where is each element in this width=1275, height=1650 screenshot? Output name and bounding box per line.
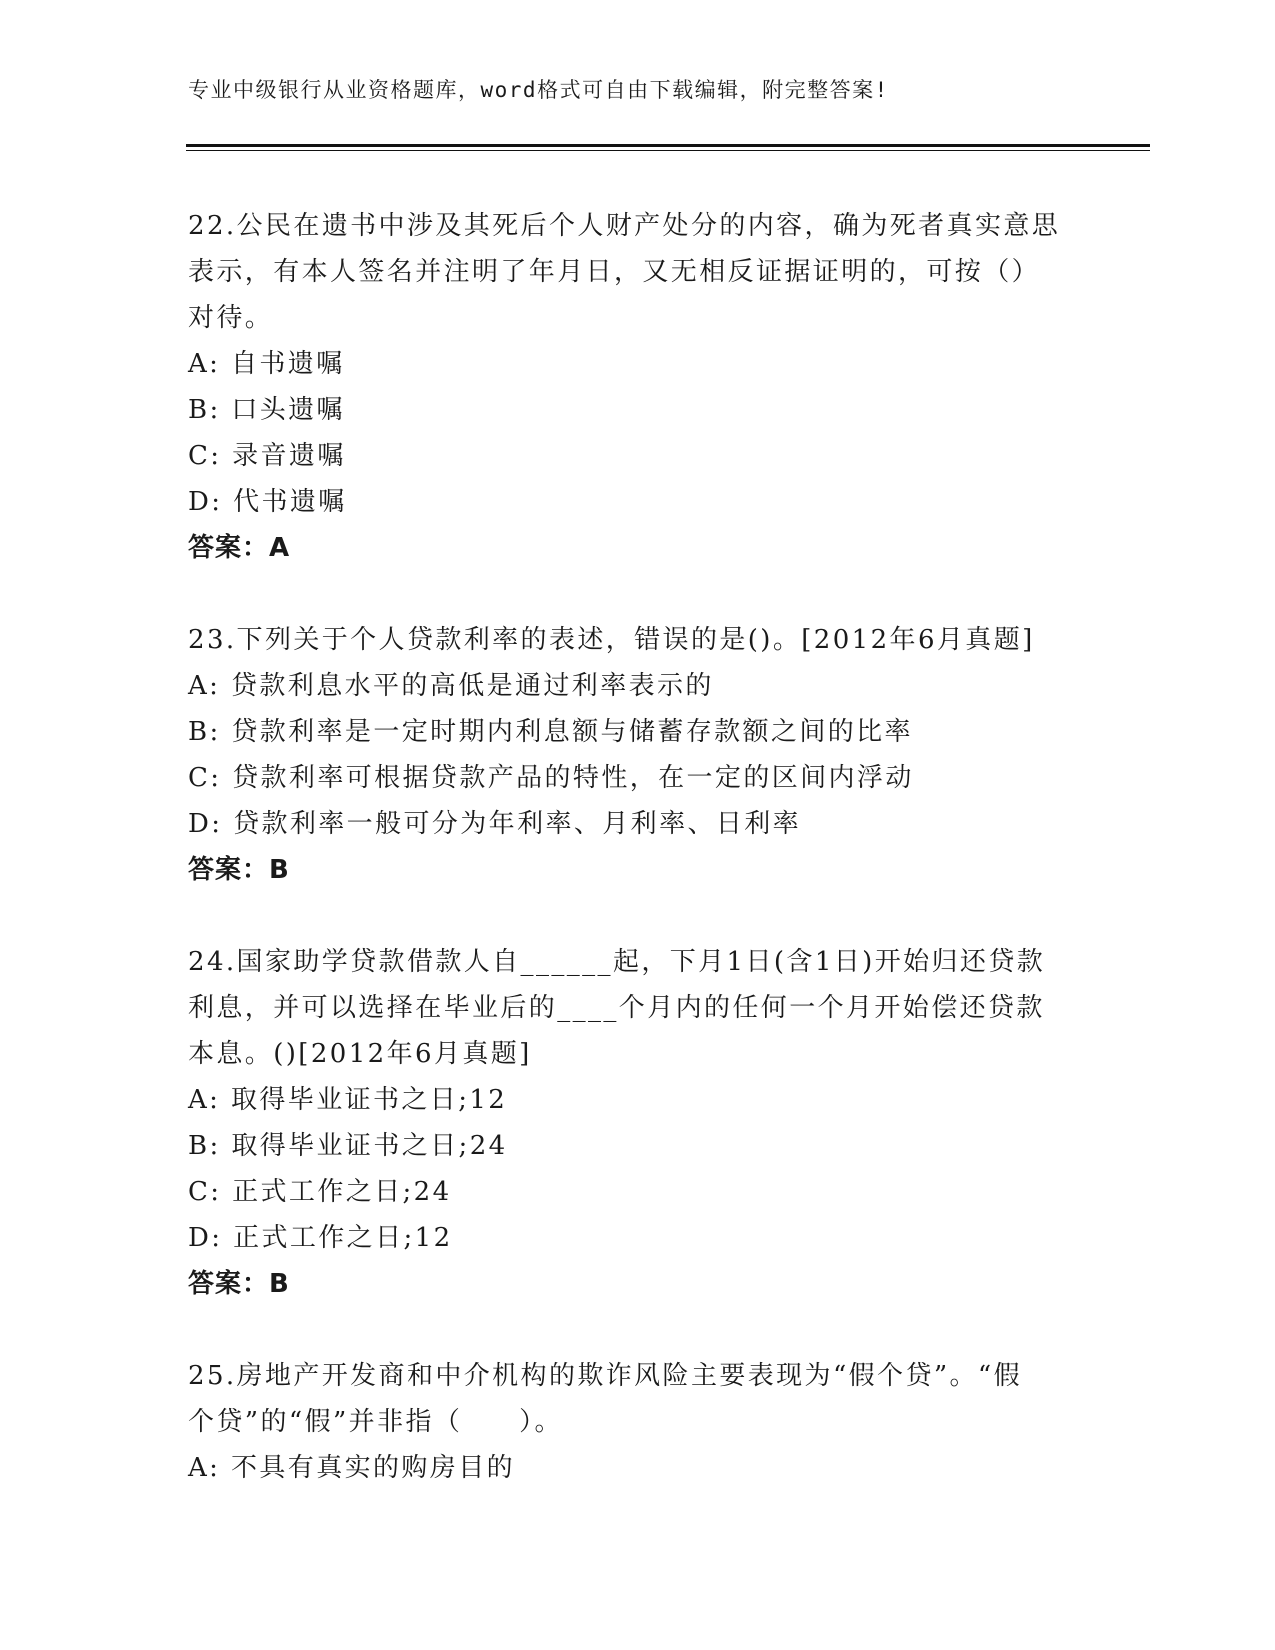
question-block bbox=[188, 203, 1088, 571]
question-stem-line: 个贷”的“假”并非指（ ）。 bbox=[188, 1407, 563, 1437]
answer-option: A: 不具有真实的购房目的 bbox=[188, 1453, 516, 1483]
question-stem-line: 表示，有本人签名并注明了年月日，又无相反证据证明的，可按（） bbox=[188, 257, 1041, 287]
question-stem-line: 对待。 bbox=[188, 303, 274, 333]
answer-option: D: 贷款利率一般可分为年利率、月利率、日利率 bbox=[188, 809, 802, 839]
question-stem-line: 本息。()[2012年6月真题] bbox=[188, 1039, 532, 1069]
header-rule-thick bbox=[186, 144, 1150, 147]
answer-option: C: 贷款利率可根据贷款产品的特性，在一定的区间内浮动 bbox=[188, 763, 914, 793]
correct-answer: 答案：B bbox=[188, 855, 290, 885]
question-block bbox=[188, 617, 1088, 893]
answer-option: A: 贷款利息水平的高低是通过利率表示的 bbox=[188, 671, 714, 701]
correct-answer: 答案：B bbox=[188, 1269, 290, 1299]
answer-option: D: 正式工作之日;12 bbox=[188, 1223, 453, 1253]
answer-option: C: 正式工作之日;24 bbox=[188, 1177, 452, 1207]
question-stem-line: 25.房地产开发商和中介机构的欺诈风险主要表现为“假个贷”。“假 bbox=[188, 1361, 1023, 1391]
answer-option: B: 取得毕业证书之日;24 bbox=[188, 1131, 508, 1161]
question-stem-line: 22.公民在遗书中涉及其死后个人财产处分的内容，确为死者真实意思 bbox=[188, 211, 1061, 241]
question-stem-line: 利息，并可以选择在毕业后的____个月内的任何一个月开始偿还贷款 bbox=[188, 993, 1045, 1023]
page-header: 专业中级银行从业资格题库，word格式可自由下载编辑，附完整答案! bbox=[188, 78, 889, 102]
question-block bbox=[188, 1353, 1088, 1491]
answer-option: A: 自书遗嘱 bbox=[188, 349, 345, 379]
correct-answer: 答案：A bbox=[188, 533, 291, 563]
header-rule-thin bbox=[186, 150, 1150, 151]
question-block bbox=[188, 939, 1088, 1307]
answer-option: B: 贷款利率是一定时期内利息额与储蓄存款额之间的比率 bbox=[188, 717, 913, 747]
question-list bbox=[188, 203, 1088, 1537]
answer-option: C: 录音遗嘱 bbox=[188, 441, 346, 471]
answer-option: B: 口头遗嘱 bbox=[188, 395, 345, 425]
question-stem-line: 23.下列关于个人贷款利率的表述，错误的是()。[2012年6月真题] bbox=[188, 625, 1035, 655]
answer-option: D: 代书遗嘱 bbox=[188, 487, 347, 517]
question-stem-line: 24.国家助学贷款借款人自______起，下月1日(含1日)开始归还贷款 bbox=[188, 947, 1046, 977]
answer-option: A: 取得毕业证书之日;12 bbox=[188, 1085, 508, 1115]
